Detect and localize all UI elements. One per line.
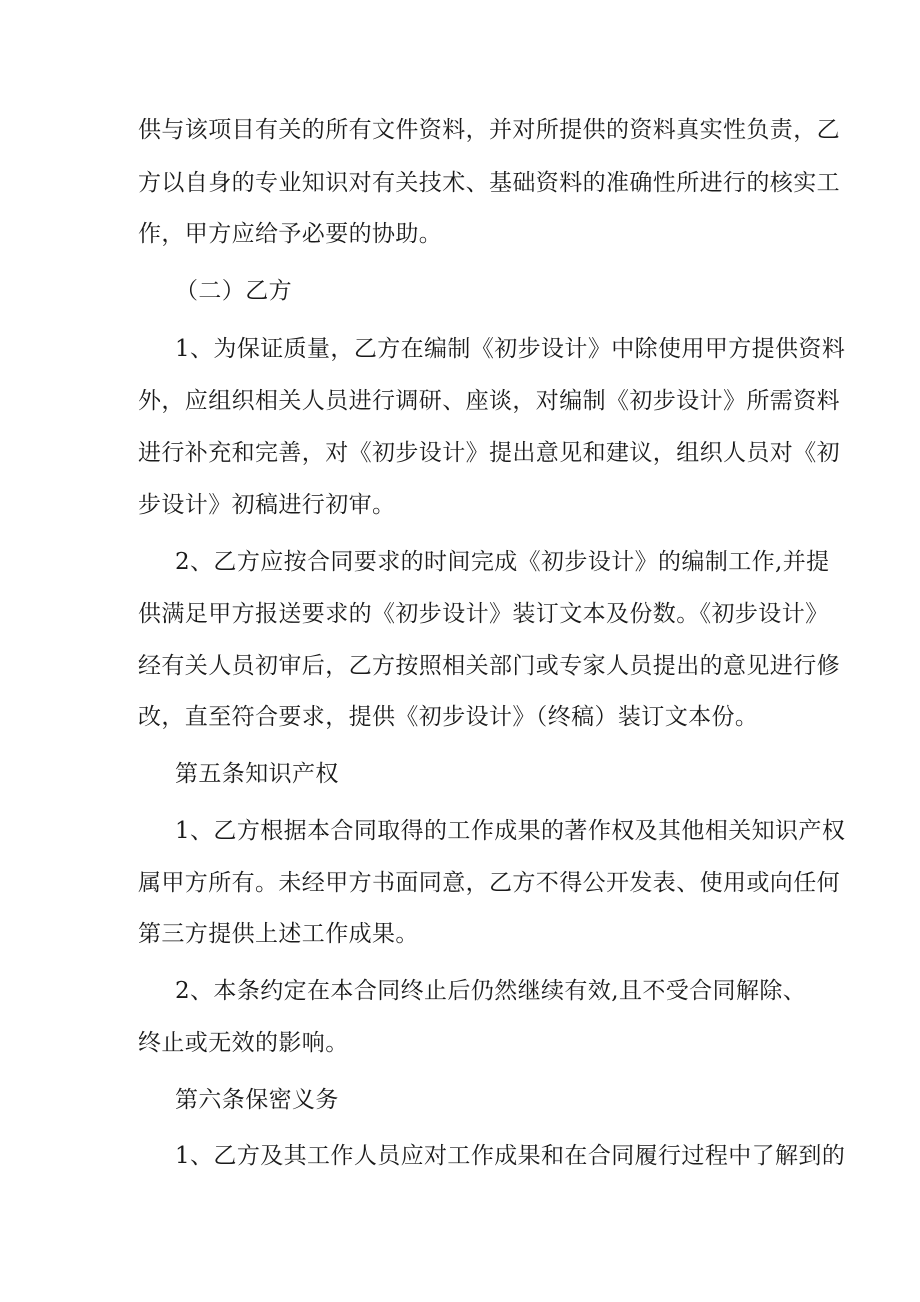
paragraph-line: 1、为保证质量，乙方在编制《初步设计》中除使用甲方提供资料 (175, 336, 846, 362)
article-heading: 第五条知识产权 (175, 761, 339, 787)
paragraph-line: 供与该项目有关的所有文件资料，并对所提供的资料真实性负责，乙 (138, 117, 840, 143)
paragraph-line: 第三方提供上述工作成果。 (138, 921, 419, 947)
paragraph-line: 2、乙方应按合同要求的时间完成《初步设计》的编制工作,并提 (175, 549, 830, 575)
paragraph-line: 属甲方所有。未经甲方书面同意，乙方不得公开发表、使用或向任何 (138, 870, 840, 896)
paragraph-line: 终止或无效的影响。 (138, 1030, 349, 1056)
paragraph-line: 进行补充和完善，对《初步设计》提出意见和建议，组织人员对《初 (138, 440, 840, 466)
paragraph-line: 步设计》初稿进行初审。 (138, 492, 396, 518)
paragraph-line: 1、乙方根据本合同取得的工作成果的著作权及其他相关知识产权 (175, 818, 846, 844)
paragraph-line: 作，甲方应给予必要的协助。 (138, 221, 443, 247)
paragraph-line: 方以自身的专业知识对有关技术、基础资料的准确性所进行的核实工 (138, 170, 840, 196)
article-heading: 第六条保密义务 (175, 1087, 339, 1113)
paragraph-line: 1、乙方及其工作人员应对工作成果和在合同履行过程中了解到的 (175, 1143, 846, 1169)
section-heading: （二）乙方 (175, 278, 292, 304)
paragraph-line: 经有关人员初审后，乙方按照相关部门或专家人员提出的意见进行修 (138, 653, 840, 679)
paragraph-line: 外，应组织相关人员进行调研、座谈，对编制《初步设计》所需资料 (138, 388, 840, 414)
paragraph-line: 改，直至符合要求，提供《初步设计》（终稿）装订文本份。 (138, 704, 759, 730)
paragraph-line: 供满足甲方报送要求的《初步设计》装订文本及份数。《初步设计》 (138, 601, 829, 627)
paragraph-line: 2、本条约定在本合同终止后仍然继续有效,且不受合同解除、 (175, 978, 807, 1004)
